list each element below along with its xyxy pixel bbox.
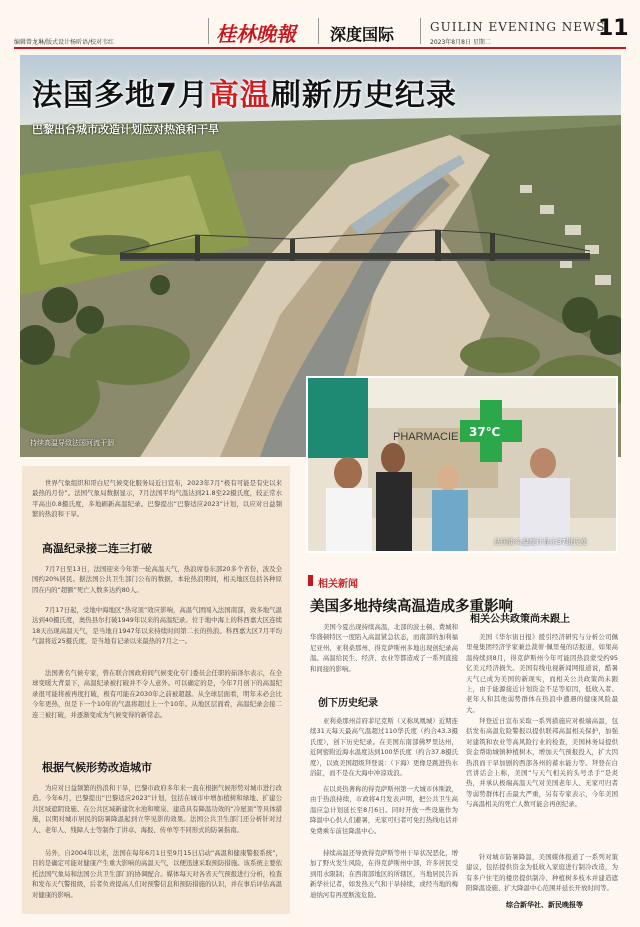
subhead-city: 根据气候形势改造城市 — [42, 761, 152, 774]
header-divider — [318, 18, 319, 44]
headline — [32, 70, 457, 114]
lead-paragraph: 美国今夏出现持续高温，北部的波士顿、费城和华盛顿特区一度陷入高温紧急状态，而南部的加利福尼亚州、亚利桑那州、得克萨斯州多地出现创纪录高温。高温给民生、经济、农业等都造成了一系列直接和间接的影响。 — [310, 623, 458, 673]
paragraph: 持续高温还导致得克萨斯等州干旱状况恶化，增加了野火发生风险，在得克萨斯州中部，许多居民受到用水限制；在西南部地区的所辖区，当地居民告诉新华社记者，如发热天气和干旱持续，或经当地的梅迪纳河有再度断流危险。 — [310, 849, 458, 899]
thermometer-reading: 37℃ — [469, 425, 501, 439]
pharmacie-sign: PHARMACIE — [393, 431, 459, 443]
paragraph: 7月17日起，受地中海地区“热穹顶”效应影响，高温气团闯入法国南部，致多地气温达到40摄氏度，奥热县尔打破1949年以来的高温纪录。位于地中海上的科西嘉大区连续18天出现高温天气，是当地自1947年以来持续时间第二长的热浪。科西嘉大区7月平均气温将近25摄氏度，是当地有记录以来最热的7月之一。 — [32, 606, 282, 646]
subhead-history: 创下历史纪录 — [318, 698, 378, 709]
paragraph: 为应对日益频繁的热浪和干旱，巴黎市政府多年来一直在根据气候形势对城市进行改造。今年6月，巴黎提出“巴黎适应2023”计划，包括在城市中增加植树和绿地、扩建公共区域遮阴设施、在公共区域新建饮水池和喷泉、建造具有降温功效的“冷屋顶”等具体措施，以期对城市居民的防暑降温起到立竿见影的效果。法国公共卫生部门还分析针对过人、老年人、残障人士等制作了讲卓、海报、传单等不同形式的防暑指南。 — [32, 784, 282, 834]
paragraph: 法国著名气候专家，曾在联合国政府间气候变化专门委员会任职的茹泽尔表示，在全球变暖大背景下，高温纪录被打破并不令人意外。可以确定的是，今年7月创下的高温纪录很可能将被再度打破，极有可能在2030年之前被超越。从全球层面看，明年未必会比今年更热，但是下一个10年的气温将超过上一个10年。从地区层面看，高温纪录会接二连三被打破，并逐渐变成为气候变得的新常态。 — [32, 669, 282, 719]
paragraph: 7月7日至13日，法国迎来今年第一轮高温天气，热浪席卷东部20多个省份，波及全国约20%居民。据法国公共卫生部门公布的数据，本轮热浪期间，相关地区包括各种原因在内的“超额”死亡人数多达约80人。 — [32, 565, 282, 594]
subhead-policy: 相关公共政策尚未跟上 — [470, 614, 570, 625]
related-news-tag: 相关新闻 — [318, 579, 358, 590]
header-divider — [208, 18, 209, 44]
street-thermometer-photo — [306, 376, 618, 553]
paragraph: 美国《华尔街日报》援引经济研究与分析公司佩里曼集团经济学家兼总裁蒂·佩里曼的话报道，如果高温持续到8月，得克萨斯州今年可能因热浪蒙受约95亿美元经济损失。美国有线电视新闻网报道说，酷暑天气已成为美国的新现实，而相关公共政策尚未跟上，由于能源接近计划资金不足等原因，低收入者、老年人和其他弱势群体在热浪中遭遇的健康风险最大。 — [466, 633, 618, 714]
headline-part2: 刷新历史纪录 — [270, 78, 457, 113]
editor-credits: 编辑曾龙琳/版式设计杨昕语/校对韦红 — [14, 39, 115, 46]
paragraph: 拜登近日宣布采取一系列措施应对极端高温，包括发布高温危险警报以提供联邦高温相关保护，加强对建筑和农业等高风险行业的检查，美国林务局提供资金帮助城镇种植树木，增加天气预报投入，扩大因热浪而干旱加剧的西部各州的蓄水能力等。拜登在白宫讲话会上称，美国“与天气相关的头号杀手”是炎热，并承认极端高温天气对美国老年人、无家可归者等弱势群体打击最大严重，另有专家表示，今年美国与高温相关的死亡人数可能会再创纪录。 — [466, 717, 618, 809]
inset-photo-caption: 法国街头温度计显示37摄氏度 — [494, 538, 587, 546]
headline-subtitle: 巴黎出台城市改造计划应对热浪和干旱 — [32, 123, 219, 136]
paragraph: 针对城市防暑降温，美国媒体报道了一系列对策建议，包括提供资金为低收入家庭进行制冷改造，为有多户住宅的楼房提供制冷、种植树多枝木并建造遮阳降温设施、扩大降温中心范围并延长开放时间等。 — [466, 853, 618, 893]
paragraph: 亚利桑那州首府菲尼克斯（又称凤凰城）近期连续31天每天最高气温超过110华氏度（约合43.3摄氏度），创下历史纪录。在美国东南部佛罗里达州，近阿密附近海水温度达到100华氏度（约合37.8摄氏度），以致美国超级拜登说：（下海）更像是跳进热水浴缸，而不是在大海中冲凉戏浪。 — [310, 717, 458, 778]
header-rule — [14, 47, 626, 49]
intro-paragraph: 世界气象组织和哥白尼气候变化服务局近日宣布，2023年7月“极有可能是有史以来最热的月份”。法国气象局数据显示，7月法国平均气温达到21.8至22摄氏度，较正常水平高出0.8摄氏度，多地刷新高温纪录。巴黎提出“巴黎适应2023”计划，以应对日益频繁的热浪和干旱。 — [32, 479, 282, 519]
page-number: 11 — [598, 16, 629, 41]
newspaper-logo: 桂林晚報 — [216, 22, 296, 46]
headline-part1: 法国多地7月 — [32, 78, 209, 113]
english-name: GUILIN EVENING NEWS — [430, 20, 606, 34]
header-divider — [420, 18, 421, 44]
section-title: 深度国际 — [330, 25, 395, 44]
main-article — [22, 466, 290, 914]
news-source: 综合新华社、新民晚报等 — [506, 901, 583, 909]
paragraph: 在以炎热著称的得克萨斯州第一大城市休斯敦，由于热浪持续，市政将4月发表声明，把公共卫生高温应急计划延长至8月6日。同时开放一些设施作为降温中心供人们避暑，无家可归者可免打热线电话并免费乘车前往降温中心。 — [310, 785, 458, 835]
issue-date: 2023年8月8日 星期二 — [430, 39, 491, 46]
main-photo-caption: 持续高温导致法国河流干涸 — [30, 439, 114, 447]
related-headline: 美国多地持续高温造成多重影响 — [310, 599, 513, 615]
headline-highlight: 高温 — [208, 78, 271, 113]
subhead-records: 高温纪录接二连三打破 — [42, 542, 152, 555]
related-tag-marker — [308, 575, 313, 586]
paragraph: 另外，自2004年以来，法国在每年6月1日至9月15日启动“高温和健康警报系统”，目的是确定可能对健康产生重大影响的高温天气，以便迅速采取预防措施。该系统主要依托法国气象局和法国公共卫生部门的协调配合。媒体每天对各省天气预报进行分析，检查和发布天气警报级，后者负责提高人们对预警信息和预防措施的认识，并在事后评估高温对健康的影响。 — [32, 849, 282, 899]
